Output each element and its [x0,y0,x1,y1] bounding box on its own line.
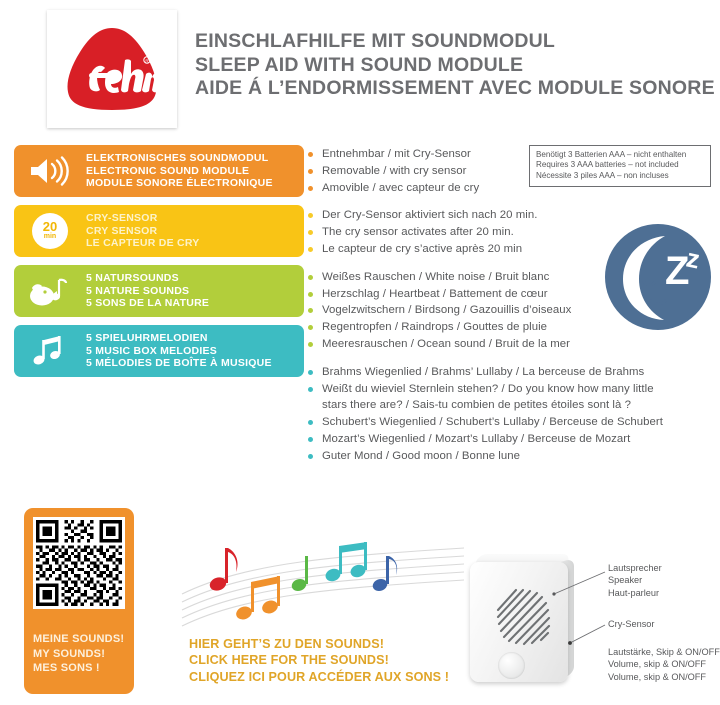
bullet-dot-icon [308,308,313,313]
list-item-text: Amovible / avec capteur de cry [322,181,480,194]
speaker-icon [14,145,86,197]
label-cry-sensor [608,618,654,630]
list-item [307,336,717,353]
bullet-dot-icon [308,420,313,425]
qr-caption [33,632,133,676]
badge-line-de: ELEKTRONISCHES SOUNDMODUL [86,152,269,165]
badge-line-en: 5 MUSIC BOX MELODIES [86,344,218,357]
badge-nature-sounds [14,265,304,317]
list-item [307,431,717,448]
cta-line-en: CLICK HERE FOR THE SOUNDS! [189,653,389,668]
badge-line-de: CRY-SENSOR [86,212,158,225]
qr-caption-de: MEINE SOUNDS! [33,633,125,645]
badge-music-box-melodies [14,325,304,377]
feature-badges [14,145,304,385]
clock-value: 20 [42,219,58,234]
list-item [307,364,717,381]
list-melodies [307,364,717,465]
svg-text:R: R [145,58,149,64]
battery-note-de: Benötigt 3 Batterien AAA – nicht enthalten [536,150,687,159]
svg-text:Z: Z [665,249,690,293]
label-cry-sensor-text: Cry-Sensor [608,619,655,629]
badge-line-de: 5 NATURSOUNDS [86,272,179,285]
list-item-text: Herzschlag / Heartbeat / Battement de cœur [322,287,548,300]
bullet-dot-icon [308,247,313,252]
badge-electronic-sound-module-label [86,152,279,190]
bullet-dot-icon [308,169,313,174]
badge-line-fr: LE CAPTEUR DE CRY [86,237,200,250]
list-item-text: Mozart’s Wiegenlied / Mozart’s Lullaby / Berceuse de Mozart [322,432,631,445]
bullet-dot-icon [308,152,313,157]
bird-note-icon [14,265,86,317]
label-volume-controls [608,646,720,683]
sleeping-moon-icon [603,222,713,332]
badge-line-fr: 5 MÉLODIES DE BOÎTE À MUSIQUE [86,357,272,370]
page-title [195,30,715,101]
badge-nature-sounds-label [86,272,215,310]
qr-code-image[interactable] [33,517,125,609]
list-item-text: Weißes Rauschen / White noise / Bruit blanc [322,270,550,283]
badge-line-en: ELECTRONIC SOUND MODULE [86,164,250,177]
svg-text:z: z [683,242,703,275]
bullet-dot-icon [308,186,313,191]
list-item-text: Vogelzwitschern / Birdsong / Gazouillis d’oiseaux [322,304,572,317]
note-red [208,548,238,593]
clock-unit: min [43,233,57,240]
badge-line-fr: 5 SONS DE LA NATURE [86,297,210,310]
header [0,0,720,132]
fehn-logo-shield-icon [64,26,160,112]
badge-electronic-sound-module [14,145,304,197]
bullet-dot-icon [308,292,313,297]
title-line-de: EINSCHLAFHILFE MIT SOUNDMODUL [195,30,556,52]
volume-knob[interactable] [498,652,525,679]
bullet-dot-icon [308,230,313,235]
bullet-dot-icon [308,370,313,375]
qr-code-block[interactable] [24,508,134,694]
label-speaker-de: Lautsprecher [608,563,662,573]
label-volume-fr: Volume, skip & ON/OFF [608,671,707,682]
bullet-dot-icon [308,325,313,330]
list-item-text: Meeresrauschen / Ocean sound / Bruit de la mer [322,337,570,350]
list-item-text: Schubert’s Wiegenlied / Schubert’s Lullaby / Berceuse de Schubert [322,416,663,429]
title-line-fr: AIDE Á L’ENDORMISSEMENT AVEC MODULE SONORE [195,77,715,99]
list-item [307,381,717,398]
label-volume-en: Volume, skip & ON/OFF [608,659,707,670]
note-green [290,556,308,593]
badge-cry-sensor-label [86,212,206,250]
speaker-grill-icon [496,584,552,646]
badge-music-box-melodies-label [86,332,278,370]
music-note-icon [14,325,86,377]
list-item-text: Der Cry-Sensor aktiviert sich nach 20 min. [322,209,538,222]
list-item [307,448,717,465]
list-item-text: Entnehmbar / mit Cry-Sensor [322,148,471,160]
label-speaker-fr: Haut-parleur [608,587,660,598]
battery-note [529,145,711,187]
timer-20min-icon [14,205,86,257]
bullet-dot-icon [308,454,313,459]
label-volume-de: Lautstärke, Skip & ON/OFF [608,647,720,657]
battery-note-en: Requires 3 AAA batteries – not included [536,160,679,170]
cta-line-fr: CLIQUEZ ICI POUR ACCÉDER AUX SONS ! [189,669,450,684]
badge-cry-sensor [14,205,304,257]
bullet-dot-icon [308,342,313,347]
list-item-text: stars there are? / Sais-tu combien de petites étoiles sont là ? [322,399,631,412]
device-diagram [462,550,720,698]
list-item-text: Brahms Wiegenlied / Brahms’ Lullaby / La berceuse de Brahms [322,365,645,378]
list-item-text: Guter Mond / Good moon / Bonne lune [322,449,521,462]
badge-line-fr: MODULE SONORE ÉLECTRONIQUE [86,177,273,190]
music-notes-illustration [178,536,468,636]
list-item-text: Le capteur de cry s’active après 20 min [322,242,523,255]
list-item-text: Regentropfen / Raindrops / Gouttes de pluie [322,321,548,334]
clock-face [32,213,68,249]
list-item-text: Removable / with cry sensor [322,164,467,177]
cta-line-de: HIER GEHT’S ZU DEN SOUNDS! [189,637,385,651]
list-item-continuation [307,397,717,414]
label-speaker [608,562,662,599]
battery-note-fr: Nécessite 3 piles AAA – non incluses [536,170,669,180]
list-item-text: Weißt du wieviel Sternlein stehen? / Do you know how many little [322,382,654,395]
list-item [307,414,717,431]
qr-caption-fr: MES SONS ! [33,662,100,674]
bullet-dot-icon [308,275,313,280]
device-body [470,562,568,682]
badge-line-en: CRY SENSOR [86,224,158,237]
cta-sounds-text [189,636,489,685]
fehn-logo [47,10,177,128]
bullet-dot-icon [308,387,313,392]
bullet-dot-icon [308,213,313,218]
badge-line-de: 5 SPIELUHRMELODIEN [86,332,208,345]
title-line-en: SLEEP AID WITH SOUND MODULE [195,53,524,76]
note-teal [324,542,367,583]
list-item-text: The cry sensor activates after 20 min. [322,226,514,239]
qr-caption-en: MY SOUNDS! [33,647,106,660]
bullet-dot-icon [308,437,313,442]
badge-line-en: 5 NATURE SOUNDS [86,284,190,297]
label-speaker-en: Speaker [608,575,643,586]
